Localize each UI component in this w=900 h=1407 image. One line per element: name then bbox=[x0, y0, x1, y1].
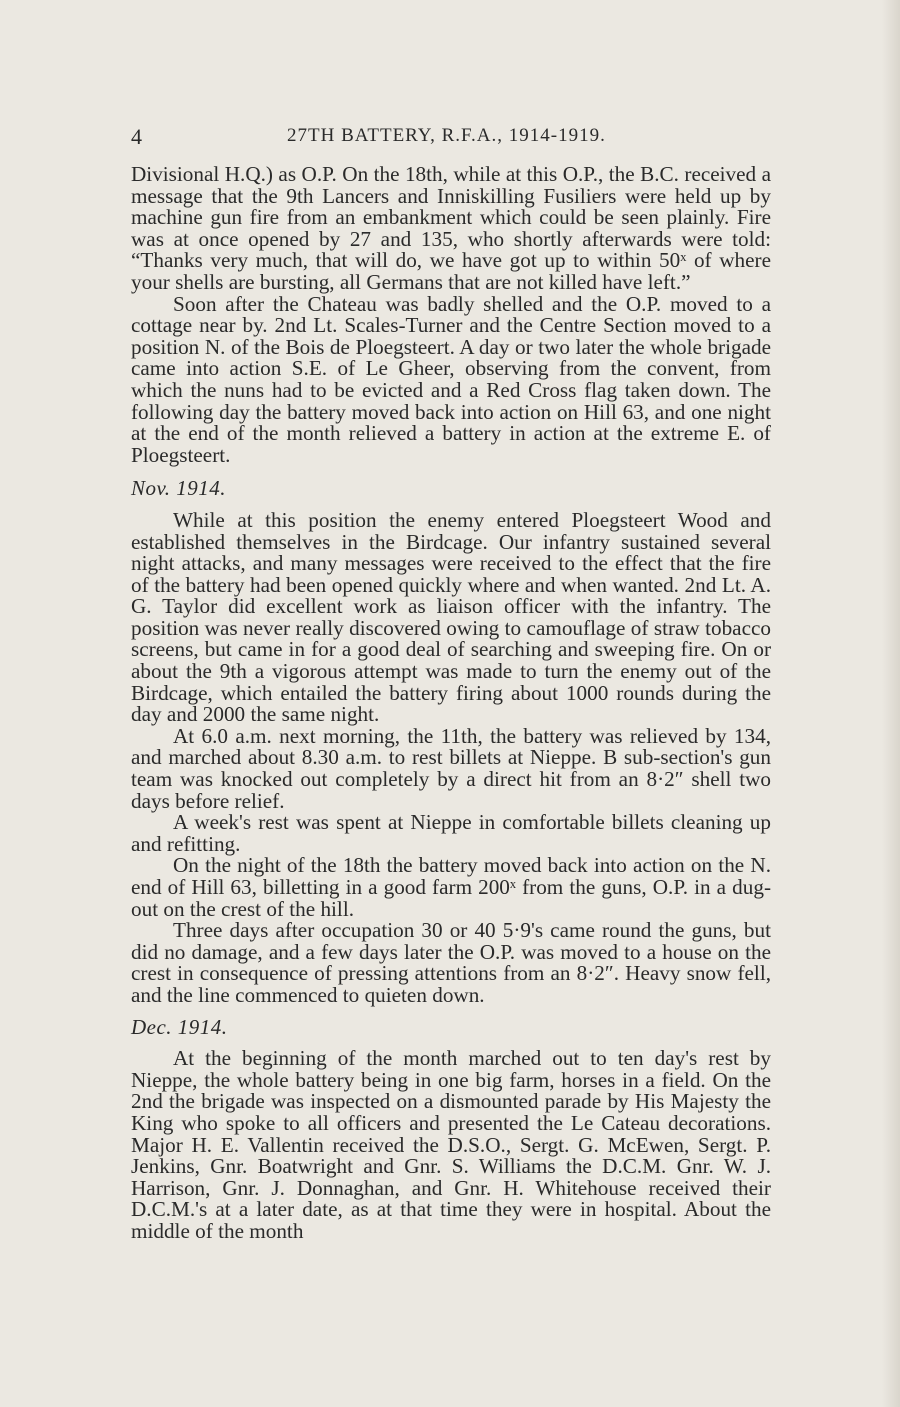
page-body bbox=[131, 164, 771, 1243]
running-head: 27TH BATTERY, R.F.A., 1914-1919. bbox=[287, 125, 606, 146]
paragraph: At the beginning of the month marched out to ten day's rest by Nieppe, the whole battery being in one big farm, horses in a field. On the 2nd the brigade was inspected on a dismounted parade by His Majesty the King who spoke to all officers and presented the Le Cateau decorations. Major H. E. Vallentin received the D.S.O., Sergt. G. McEwen, Sergt. P. Jenkins, Gnr. Boatwright and Gnr. S. Williams the D.C.M. Gnr. W. J. Harrison, Gnr. J. Donnaghan, and Gnr. H. Whitehouse received their D.C.M.'s at a later date, as at that time they were in hospital. About the middle of the month bbox=[131, 1046, 771, 1243]
section-heading-dec-1914: Dec. 1914. bbox=[131, 1014, 228, 1039]
page-number: 4 bbox=[131, 124, 142, 149]
section-heading-nov-1914: Nov. 1914. bbox=[131, 476, 227, 501]
paragraph: On the night of the 18th the battery moved back into action on the N. end of Hill 63, billetting in a good farm 200ˣ from the guns, O.P. in a dug-out on the crest of the hill. bbox=[131, 853, 771, 921]
page-edge bbox=[882, 0, 900, 1407]
page-header bbox=[131, 124, 771, 152]
paragraph: A week's rest was spent at Nieppe in comfortable billets cleaning up and refitting. bbox=[131, 810, 771, 856]
paragraph: Divisional H.Q.) as O.P. On the 18th, while at this O.P., the B.C. received a message that the 9th Lancers and Inniskilling Fusiliers were held up by machine gun fire from an embankment which could be seen plainly. Fire was at once opened by 27 and 135, who shortly afterwards were told: “Thanks very much, that will do, we have got up to within 50ˣ of where your shells are bursting, all Germans that are not killed have left.” bbox=[131, 162, 771, 294]
paragraph: At 6.0 a.m. next morning, the 11th, the battery was relieved by 134, and marched about 8.30 a.m. to rest billets at Nieppe. B sub-section's gun team was knocked out completely by a direct hit from an 8·2″ shell two days before relief. bbox=[131, 723, 771, 813]
paragraph: Three days after occupation 30 or 40 5·9's came round the guns, but did no damage, and a few days later the O.P. was moved to a house on the crest in consequence of pressing attentions from an 8·2″. Heavy snow fell, and the line commenced to quieten down. bbox=[131, 918, 771, 1007]
paragraph: While at this position the enemy entered Ploegsteert Wood and established themselves in the Birdcage. Our infantry sustained several night attacks, and many messages were received to the effect that the fire of the battery had been opened quickly where and when wanted. 2nd Lt. A. G. Taylor did excellent work as liaison officer with the infantry. The position was never really discovered owing to camouflage of straw tobacco screens, but came in for a good deal of searching and sweeping fire. On or about the 9th a vigorous attempt was made to turn the enemy out of the Birdcage, which entailed the battery firing about 1000 rounds during the day and 2000 the same night. bbox=[131, 507, 771, 727]
paragraph: Soon after the Chateau was badly shelled and the O.P. moved to a cottage near by. 2nd Lt. Scales-Turner and the Centre Section moved to a position N. of the Bois de Ploegsteert. A day or two later the whole brigade came into action S.E. of Le Gheer, observing from the convent, from which the nuns had to be evicted and a Red Cross flag taken down. The following day the battery moved back into action on Hill 63, and one night at the end of the month relieved a battery in action at the extreme E. of Ploegsteert. bbox=[131, 291, 771, 467]
